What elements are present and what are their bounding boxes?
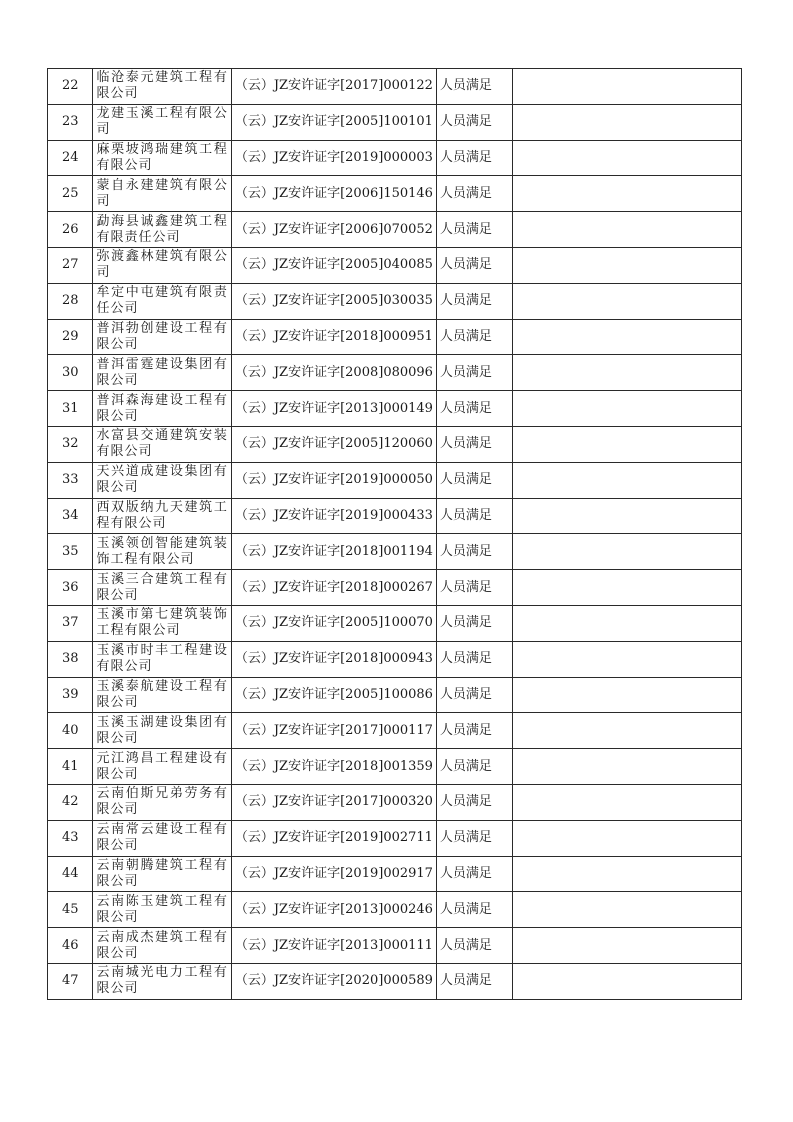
company-name: 云南成杰建筑工程有限公司	[93, 928, 231, 964]
remark	[512, 856, 741, 892]
company-name: 天兴道成建设集团有限公司	[93, 462, 231, 498]
personnel-status: 人员满足	[436, 641, 512, 677]
remark	[512, 104, 741, 140]
table-row	[48, 928, 742, 964]
table-row	[48, 570, 742, 606]
row-number: 32	[48, 426, 93, 462]
remark	[512, 749, 741, 785]
table-row	[48, 534, 742, 570]
table-row	[48, 749, 742, 785]
remark	[512, 140, 741, 176]
personnel-status: 人员满足	[436, 570, 512, 606]
safety-license-number: （云）JZ安许证字[2019]002917	[231, 856, 436, 892]
row-number: 26	[48, 212, 93, 248]
remark	[512, 69, 741, 105]
remark	[512, 892, 741, 928]
safety-license-number: （云）JZ安许证字[2019]000003	[231, 140, 436, 176]
personnel-status: 人员满足	[436, 892, 512, 928]
row-number: 37	[48, 605, 93, 641]
company-name: 云南陈玉建筑工程有限公司	[93, 892, 231, 928]
table-row	[48, 319, 742, 355]
personnel-status: 人员满足	[436, 426, 512, 462]
table-row	[48, 963, 742, 999]
company-name: 普洱森海建设工程有限公司	[93, 391, 231, 427]
remark	[512, 820, 741, 856]
table-row	[48, 283, 742, 319]
personnel-status: 人员满足	[436, 319, 512, 355]
row-number: 35	[48, 534, 93, 570]
remark	[512, 247, 741, 283]
remark	[512, 677, 741, 713]
safety-license-number: （云）JZ安许证字[2018]001194	[231, 534, 436, 570]
row-number: 34	[48, 498, 93, 534]
personnel-status: 人员满足	[436, 677, 512, 713]
table-row	[48, 104, 742, 140]
table-row	[48, 498, 742, 534]
remark	[512, 713, 741, 749]
personnel-status: 人员满足	[436, 283, 512, 319]
remark	[512, 605, 741, 641]
company-name: 龙建玉溪工程有限公司	[93, 104, 231, 140]
table-row	[48, 140, 742, 176]
company-name: 蒙自永建建筑有限公司	[93, 176, 231, 212]
company-name: 临沧泰元建筑工程有限公司	[93, 69, 231, 105]
safety-license-number: （云）JZ安许证字[2017]000320	[231, 784, 436, 820]
safety-license-number: （云）JZ安许证字[2019]002711	[231, 820, 436, 856]
safety-license-number: （云）JZ安许证字[2013]000111	[231, 928, 436, 964]
table-row	[48, 605, 742, 641]
company-name: 西双版纳九天建筑工程有限公司	[93, 498, 231, 534]
safety-license-number: （云）JZ安许证字[2018]000267	[231, 570, 436, 606]
company-qualification-table	[47, 68, 742, 1000]
row-number: 24	[48, 140, 93, 176]
table-row	[48, 820, 742, 856]
table-row	[48, 426, 742, 462]
safety-license-number: （云）JZ安许证字[2008]080096	[231, 355, 436, 391]
personnel-status: 人员满足	[436, 605, 512, 641]
company-name: 玉溪市时丰工程建设有限公司	[93, 641, 231, 677]
company-name: 云南城光电力工程有限公司	[93, 963, 231, 999]
company-name: 云南朝腾建筑工程有限公司	[93, 856, 231, 892]
safety-license-number: （云）JZ安许证字[2019]000050	[231, 462, 436, 498]
company-name: 麻栗坡鸿瑞建筑工程有限公司	[93, 140, 231, 176]
row-number: 41	[48, 749, 93, 785]
table-row	[48, 677, 742, 713]
remark	[512, 498, 741, 534]
table-row	[48, 247, 742, 283]
company-name: 云南常云建设工程有限公司	[93, 820, 231, 856]
remark	[512, 534, 741, 570]
remark	[512, 462, 741, 498]
company-name: 普洱勃创建设工程有限公司	[93, 319, 231, 355]
row-number: 42	[48, 784, 93, 820]
remark	[512, 928, 741, 964]
company-name: 元江鸿昌工程建设有限公司	[93, 749, 231, 785]
company-name: 牟定中屯建筑有限责任公司	[93, 283, 231, 319]
company-name: 弥渡鑫林建筑有限公司	[93, 247, 231, 283]
table-row	[48, 176, 742, 212]
row-number: 38	[48, 641, 93, 677]
row-number: 40	[48, 713, 93, 749]
safety-license-number: （云）JZ安许证字[2018]000943	[231, 641, 436, 677]
company-name: 玉溪泰航建设工程有限公司	[93, 677, 231, 713]
row-number: 27	[48, 247, 93, 283]
personnel-status: 人员满足	[436, 713, 512, 749]
personnel-status: 人员满足	[436, 749, 512, 785]
remark	[512, 319, 741, 355]
safety-license-number: （云）JZ安许证字[2018]001359	[231, 749, 436, 785]
row-number: 45	[48, 892, 93, 928]
safety-license-number: （云）JZ安许证字[2006]070052	[231, 212, 436, 248]
row-number: 43	[48, 820, 93, 856]
row-number: 31	[48, 391, 93, 427]
safety-license-number: （云）JZ安许证字[2005]100101	[231, 104, 436, 140]
remark	[512, 570, 741, 606]
personnel-status: 人员满足	[436, 820, 512, 856]
personnel-status: 人员满足	[436, 963, 512, 999]
safety-license-number: （云）JZ安许证字[2017]000122	[231, 69, 436, 105]
safety-license-number: （云）JZ安许证字[2013]000149	[231, 391, 436, 427]
row-number: 47	[48, 963, 93, 999]
safety-license-number: （云）JZ安许证字[2006]150146	[231, 176, 436, 212]
personnel-status: 人员满足	[436, 212, 512, 248]
table-row	[48, 713, 742, 749]
safety-license-number: （云）JZ安许证字[2017]000117	[231, 713, 436, 749]
company-name: 玉溪玉湖建设集团有限公司	[93, 713, 231, 749]
table-row	[48, 355, 742, 391]
row-number: 44	[48, 856, 93, 892]
personnel-status: 人员满足	[436, 176, 512, 212]
personnel-status: 人员满足	[436, 856, 512, 892]
remark	[512, 963, 741, 999]
table-row	[48, 69, 742, 105]
safety-license-number: （云）JZ安许证字[2019]000433	[231, 498, 436, 534]
remark	[512, 283, 741, 319]
company-name: 云南伯斯兄弟劳务有限公司	[93, 784, 231, 820]
company-name: 玉溪领创智能建筑装饰工程有限公司	[93, 534, 231, 570]
safety-license-number: （云）JZ安许证字[2013]000246	[231, 892, 436, 928]
personnel-status: 人员满足	[436, 104, 512, 140]
table-row	[48, 892, 742, 928]
company-name: 玉溪市第七建筑装饰工程有限公司	[93, 605, 231, 641]
table-row	[48, 212, 742, 248]
safety-license-number: （云）JZ安许证字[2018]000951	[231, 319, 436, 355]
company-name: 勐海县诚鑫建筑工程有限责任公司	[93, 212, 231, 248]
remark	[512, 784, 741, 820]
safety-license-number: （云）JZ安许证字[2005]030035	[231, 283, 436, 319]
row-number: 46	[48, 928, 93, 964]
row-number: 36	[48, 570, 93, 606]
table-row	[48, 641, 742, 677]
row-number: 28	[48, 283, 93, 319]
row-number: 30	[48, 355, 93, 391]
row-number: 23	[48, 104, 93, 140]
personnel-status: 人员满足	[436, 355, 512, 391]
row-number: 25	[48, 176, 93, 212]
company-name: 水富县交通建筑安装有限公司	[93, 426, 231, 462]
table-row	[48, 784, 742, 820]
personnel-status: 人员满足	[436, 784, 512, 820]
remark	[512, 391, 741, 427]
safety-license-number: （云）JZ安许证字[2005]100086	[231, 677, 436, 713]
safety-license-number: （云）JZ安许证字[2005]100070	[231, 605, 436, 641]
personnel-status: 人员满足	[436, 140, 512, 176]
row-number: 33	[48, 462, 93, 498]
personnel-status: 人员满足	[436, 928, 512, 964]
remark	[512, 212, 741, 248]
company-name: 普洱雷霆建设集团有限公司	[93, 355, 231, 391]
table-body	[48, 69, 742, 1000]
safety-license-number: （云）JZ安许证字[2005]120060	[231, 426, 436, 462]
remark	[512, 176, 741, 212]
personnel-status: 人员满足	[436, 534, 512, 570]
remark	[512, 426, 741, 462]
company-name: 玉溪三合建筑工程有限公司	[93, 570, 231, 606]
personnel-status: 人员满足	[436, 498, 512, 534]
remark	[512, 641, 741, 677]
safety-license-number: （云）JZ安许证字[2005]040085	[231, 247, 436, 283]
personnel-status: 人员满足	[436, 462, 512, 498]
personnel-status: 人员满足	[436, 69, 512, 105]
row-number: 29	[48, 319, 93, 355]
remark	[512, 355, 741, 391]
row-number: 22	[48, 69, 93, 105]
personnel-status: 人员满足	[436, 391, 512, 427]
table-row	[48, 391, 742, 427]
table-row	[48, 856, 742, 892]
table-row	[48, 462, 742, 498]
row-number: 39	[48, 677, 93, 713]
safety-license-number: （云）JZ安许证字[2020]000589	[231, 963, 436, 999]
personnel-status: 人员满足	[436, 247, 512, 283]
